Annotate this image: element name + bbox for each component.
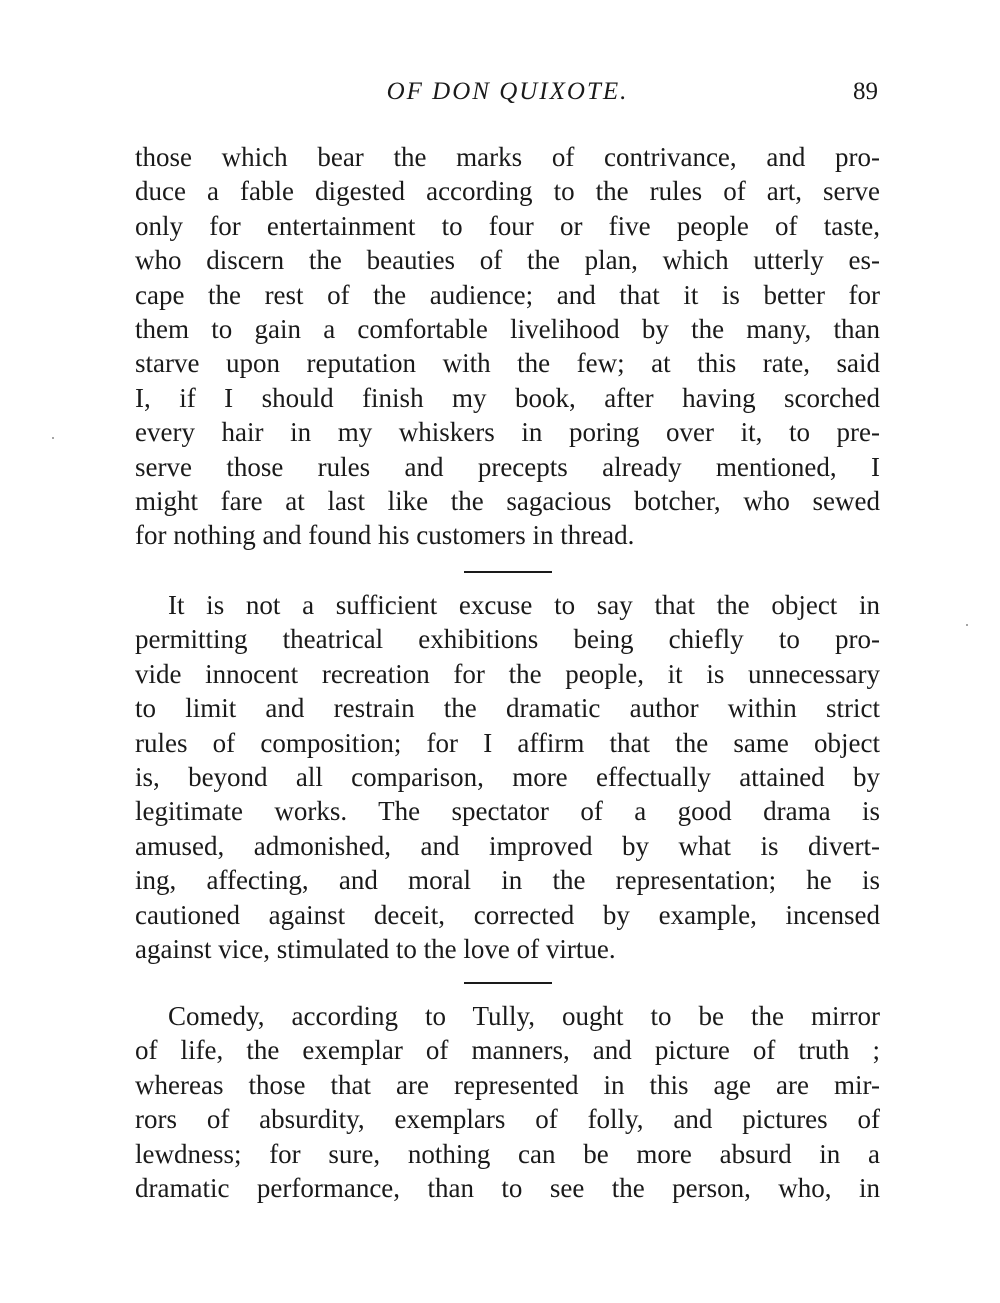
text-line: who discern the beauties of the plan, which utterly es- [135,245,880,276]
text-line: is, beyond all comparison, more effectually attained by [135,761,880,792]
text-line: dramatic performance, than to see the person, who, in [135,1172,880,1203]
text-line: lewdness; for sure, nothing can be more absurd in a [135,1138,880,1169]
page-header [135,74,880,110]
text-line: amused, admonished, and improved by what is divert- [135,830,880,861]
scan-speck [966,624,968,626]
paragraph-1 [135,140,880,553]
text-line: rors of absurdity, exemplars of folly, and pictures of [135,1104,880,1135]
scan-speck [52,437,54,439]
text-line: Comedy, according to Tully, ought to be the mirror [168,1001,880,1031]
section-divider [464,982,552,984]
text-line: starve upon reputation with the few; at this rate, said [135,348,880,379]
text-line: for nothing and found his customers in thread. [135,520,635,551]
text-line: vide innocent recreation for the people, it is unnecessary [135,658,880,689]
text-line: cape the rest of the audience; and that it is better for [135,279,880,310]
text-line: against vice, stimulated to the love of virtue. [135,933,616,964]
text-line: cautioned against deceit, corrected by example, incensed [135,899,880,930]
text-line: to limit and restrain the dramatic author within strict [135,693,880,724]
text-line: of life, the exemplar of manners, and picture of truth ; [135,1035,880,1066]
text-line: I, if I should finish my book, after having scorched [135,382,880,413]
section-divider [464,571,552,573]
text-line: ing, affecting, and moral in the representation; he is [135,865,880,896]
text-line: rules of composition; for I affirm that the same object [135,727,880,758]
text-line: might fare at last like the sagacious botcher, who sewed [135,485,880,516]
text-line: those which bear the marks of contrivance, and pro- [135,142,880,172]
text-line: duce a fable digested according to the rules of art, serve [135,176,880,207]
text-line: It is not a sufficient excuse to say that the object in [168,590,880,620]
text-line: every hair in my whiskers in poring over it, to pre- [135,417,880,448]
running-head: OF DON QUIXOTE. [386,78,629,105]
text-line: them to gain a comfortable livelihood by the many, than [135,313,880,344]
paragraph-2 [135,588,880,966]
text-line: serve those rules and precepts already mentioned, I [135,451,880,482]
paragraph-3 [135,999,880,1205]
text-line: permitting theatrical exhibitions being chiefly to pro- [135,624,880,655]
text-line: whereas those that are represented in this age are mir- [135,1069,880,1100]
text-line: legitimate works. The spectator of a good drama is [135,796,880,827]
page-number: 89 [853,78,878,105]
text-line: only for entertainment to four or five people of taste, [135,210,880,241]
